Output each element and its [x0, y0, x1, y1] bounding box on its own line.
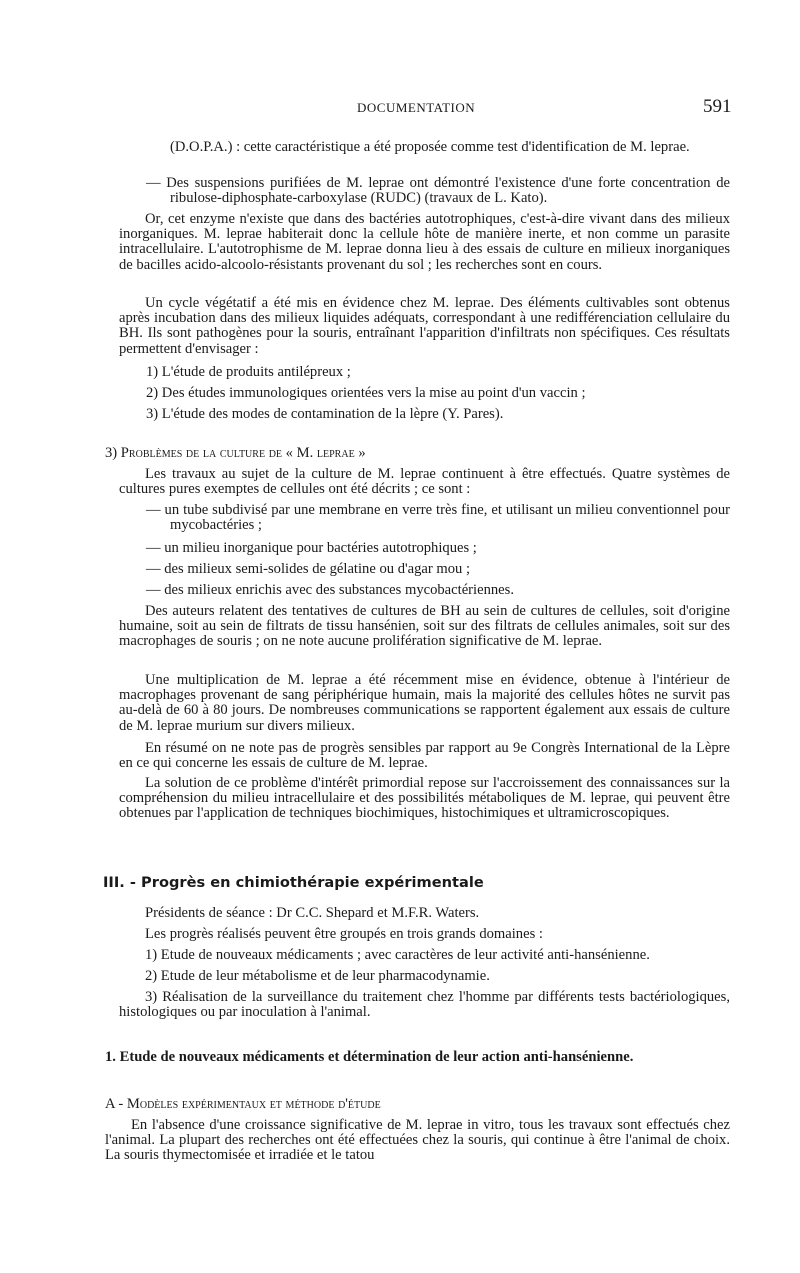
subsection-heading-a: A - Modèles expérimentaux et méthode d'étude [105, 1096, 381, 1112]
paragraph-multiplication: Une multiplication de M. leprae a été récemment mise en évidence, obtenue à l'intérieur de macrophages provenant de sang périphérique humain, mais la majorité des cellules hôtes ne survit pas au-delà de 60 à 80 jours. De nombreuses communications se rapportent également aux essais de culture de M. leprae murium sur divers milieux. [119, 672, 730, 734]
paragraph-absence: En l'absence d'une croissance significative de M. leprae in vitro, tous les travaux sont effectués chez l'animal. La plupart des recherches ont été effectuées chez la souris, qui continue à être l'animal de choix. La souris thymectomisée et irradiée et le tatou [105, 1117, 730, 1164]
paragraph-travaux-culture: Les travaux au sujet de la culture de M. leprae continuent à être effectués. Quatre systèmes de cultures pures exemptes de cellules ont été décrits ; ce sont : [119, 466, 730, 498]
paragraph-solution: La solution de ce problème d'intérêt primordial repose sur l'accroissement des connaissances sur la compréhension du milieu intracellulaire et des possibilités métaboliques de M. leprae, qui peuvent être obtenues par l'application de techniques biochimiques, histochimiques et ultramicroscopiques. [119, 775, 730, 822]
paragraph-resume: En résumé on ne note pas de progrès sensibles par rapport au 9e Congrès International de la Lèpre en ce qui concerne les essais de culture de M. leprae. [119, 740, 730, 772]
paragraph-suspensions: — Des suspensions purifiées de M. leprae ont démontré l'existence d'une forte concentration de ribulose-diphosphate-carboxylase (RUDC) (travaux de L. Kato). [146, 175, 730, 207]
paragraph-dopa: (D.O.P.A.) : cette caractéristique a été proposée comme test d'identification de M. leprae. [170, 139, 690, 155]
page-number: 591 [703, 96, 732, 117]
list-item: — des milieux semi-solides de gélatine ou d'agar mou ; [146, 561, 471, 577]
list-item: 3) L'étude des modes de contamination de la lèpre (Y. Pares). [146, 406, 504, 422]
paragraph-progres: Les progrès réalisés peuvent être groupés en trois grands domaines : [145, 926, 543, 942]
subsection-heading-1: 1. Etude de nouveaux médicaments et détermination de leur action anti-hansénienne. [105, 1049, 634, 1065]
list-item: — un tube subdivisé par une membrane en verre très fine, et utilisant un milieu conventionnel pour mycobactéries ; [146, 502, 730, 534]
paragraph-presidents: Présidents de séance : Dr C.C. Shepard et M.F.R. Waters. [145, 905, 480, 921]
list-item: 1) L'étude de produits antilépreux ; [146, 364, 351, 380]
section-heading-culture: 3) Problèmes de la culture de « M. leprae » [105, 445, 366, 461]
paragraph-cycle-vegetatif: Un cycle végétatif a été mis en évidence chez M. leprae. Des éléments cultivables sont obtenus après incubation dans des milieux liquides adéquats, correspondant à une redifférenciation cellulaire du BH. Ils sont pathogènes pour la souris, entraînant l'apparition d'infiltrats non spécifiques. Ces résultats permettent d'envisager : [119, 295, 730, 357]
list-item: — un milieu inorganique pour bactéries autotrophiques ; [146, 540, 477, 556]
running-title: DOCUMENTATION [357, 100, 476, 115]
paragraph-enzyme: Or, cet enzyme n'existe que dans des bactéries autotrophiques, c'est-à-dire vivant dans des milieux inorganiques. M. leprae habiterait donc la cellule hôte de manière inerte, et non comme un parasite intracellulaire. L'autotrophisme de M. leprae donna lieu à des essais de culture en milieux inorganiques de bacilles acido-alcoolo-résistants provenant du sol ; les recherches sont en cours. [119, 211, 730, 273]
section-heading-iii: III. - Progrès en chimiothérapie expérimentale [103, 874, 484, 891]
list-item: 3) Réalisation de la surveillance du traitement chez l'homme par différents tests bactériologiques, histologiques ou par inoculation à l'animal. [119, 989, 730, 1021]
list-item: 2) Etude de leur métabolisme et de leur pharmacodynamie. [145, 968, 490, 984]
paragraph-tentatives: Des auteurs relatent des tentatives de cultures de BH au sein de cultures de cellules, soit d'origine humaine, soit au sein de filtrats de tissu hansénien, soit sur des filtrats de cellules animales, soit sur des macrophages de souris ; on ne note aucune prolifération significative de M. leprae. [119, 603, 730, 650]
list-item: — des milieux enrichis avec des substances mycobactériennes. [146, 582, 514, 598]
list-item: 2) Des études immunologiques orientées vers la mise au point d'un vaccin ; [146, 385, 586, 401]
list-item: 1) Etude de nouveaux médicaments ; avec caractères de leur activité anti-hansénienne. [145, 947, 650, 963]
